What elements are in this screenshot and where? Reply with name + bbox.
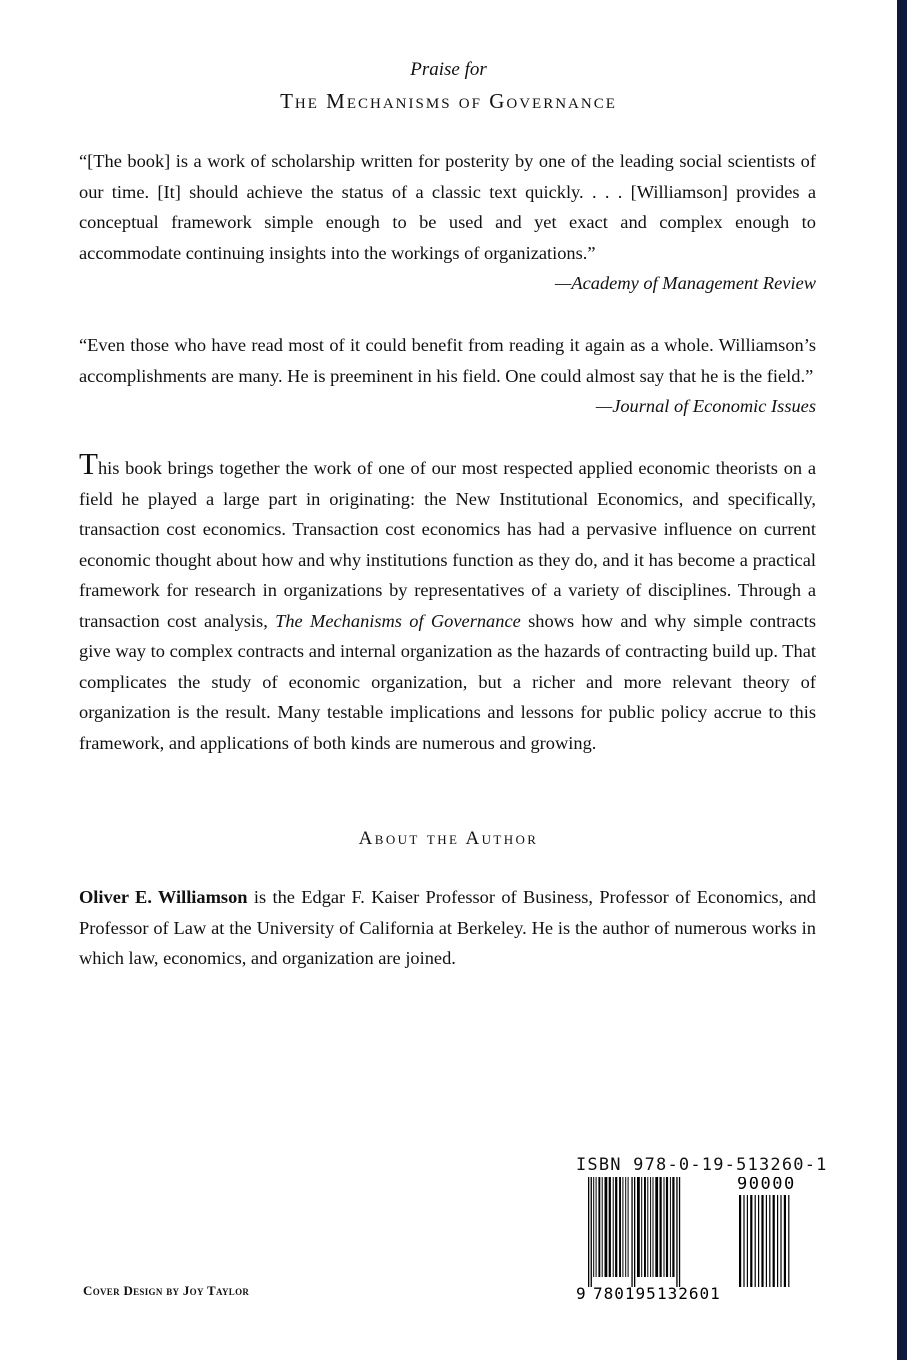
barcode-bar xyxy=(637,1177,640,1277)
barcode-bar xyxy=(605,1177,608,1277)
addon-bar xyxy=(769,1195,770,1287)
barcode-bar xyxy=(625,1177,626,1277)
addon-bar xyxy=(773,1195,775,1287)
barcode-bar xyxy=(613,1177,614,1277)
barcode-bar xyxy=(676,1177,677,1287)
addon-bar xyxy=(777,1195,778,1287)
barcode-bar xyxy=(588,1177,589,1287)
barcode-main-digits: 780195 xyxy=(593,1284,657,1303)
addon-bar xyxy=(743,1195,744,1287)
praise-for-label: Praise for xyxy=(410,59,487,80)
author-bio-text: is the Edgar F. Kaiser Professor of Business, Professor of Economics, and Professor of Law at the University of California at Berkeley. He is the author of numerous works in which law, economics, and organization are joined. xyxy=(79,887,816,968)
review-quote-2-source: —Journal of Economic Issues xyxy=(595,396,816,416)
barcode-bar xyxy=(593,1177,594,1277)
book-description xyxy=(79,446,816,758)
addon-bar xyxy=(780,1195,781,1287)
barcode-bar xyxy=(653,1177,654,1277)
description-book-title: The Mechanisms of Governance xyxy=(275,610,521,631)
barcode-bar xyxy=(602,1177,603,1277)
addon-bar xyxy=(739,1195,741,1287)
addon-bar xyxy=(766,1195,767,1287)
barcode-bar xyxy=(670,1177,671,1277)
isbn-barcode xyxy=(576,1155,826,1305)
addon-bar xyxy=(747,1195,748,1287)
barcode-bar xyxy=(655,1177,658,1277)
isbn-label: ISBN 978-0-19-513260-1 xyxy=(576,1155,828,1175)
review-quote-1-text: “[The book] is a work of scholarship written for posterity by one of the leading social scientists of our time. [It] should achieve the status of a classic text quickly. . . . [Williamson] provides a conceptual framework simple enough to be used and yet exact and complex enough to accommodate continuing insights into the workings of organizations.” xyxy=(79,151,816,263)
barcode-bar xyxy=(634,1177,635,1287)
barcode-bar xyxy=(596,1177,597,1277)
barcode-graphic xyxy=(576,1177,826,1303)
author-bio xyxy=(79,882,816,974)
barcode-bar xyxy=(647,1177,648,1277)
addon-bar xyxy=(788,1195,789,1287)
addon-bar xyxy=(761,1195,763,1287)
barcode-bar xyxy=(672,1177,674,1277)
barcode-bar xyxy=(631,1177,632,1287)
barcode-bar xyxy=(615,1177,617,1277)
author-name: Oliver E. Williamson xyxy=(79,887,248,907)
barcode-bar xyxy=(679,1177,680,1287)
review-quote-1-source: —Academy of Management Review xyxy=(555,273,816,293)
barcode-bar xyxy=(666,1177,668,1277)
barcode-bar xyxy=(598,1177,600,1277)
addon-bar xyxy=(784,1195,786,1287)
spine-edge-band xyxy=(897,0,907,1360)
description-text-part2: shows how and why simple contracts give way to complex contracts and internal organization as the hazards of contracting build up. That complicates the study of economic organization, but a richer and more relevant theory of organization is the result. Many testable implications and lessons for public policy accrue to this framework, and applications of both kinds are numerous and growing. xyxy=(79,610,816,753)
review-quote-1 xyxy=(79,146,816,299)
addon-bar xyxy=(758,1195,759,1287)
barcode-bar xyxy=(644,1177,646,1277)
barcode-bar xyxy=(622,1177,623,1277)
book-title: The Mechanisms of Governance xyxy=(280,89,617,113)
barcode-bar xyxy=(619,1177,621,1277)
barcode-leading-digit: 9 xyxy=(576,1284,586,1303)
description-text-part1: his book brings together the work of one of our most respected applied economic theorists on a field he played a large part in originating: the New Institutional Economics, and specifically, transaction cost economics. Transaction cost economics has had a pervasive influence on current economic thought about how and why institutions function as they do, and it has become a practical framework for research in organizations by representatives of a variety of disciplines. Through a transaction cost analysis, xyxy=(79,458,816,631)
barcode-bar xyxy=(664,1177,665,1277)
barcode-second-digits: 132601 xyxy=(657,1284,721,1303)
about-author-heading: About the Author xyxy=(358,828,539,849)
barcode-bar xyxy=(641,1177,642,1277)
addon-bar xyxy=(755,1195,756,1287)
barcode-bar xyxy=(660,1177,662,1277)
barcode-bar xyxy=(591,1177,592,1287)
barcode-bar xyxy=(609,1177,611,1277)
review-quote-2-text: “Even those who have read most of it could benefit from reading it again as a whole. Williamson’s accomplishments are many. He is preeminent in his field. One could almost say that he is the field.” xyxy=(79,335,816,386)
addon-bar xyxy=(750,1195,752,1287)
cover-design-credit: Cover Design by Joy Taylor xyxy=(83,1283,250,1298)
praise-header xyxy=(0,58,897,114)
barcode-bar xyxy=(650,1177,651,1277)
price-code: 90000 xyxy=(737,1177,796,1194)
drop-cap: T xyxy=(79,446,98,481)
barcode-bar xyxy=(628,1177,629,1277)
review-quote-2 xyxy=(79,330,816,422)
